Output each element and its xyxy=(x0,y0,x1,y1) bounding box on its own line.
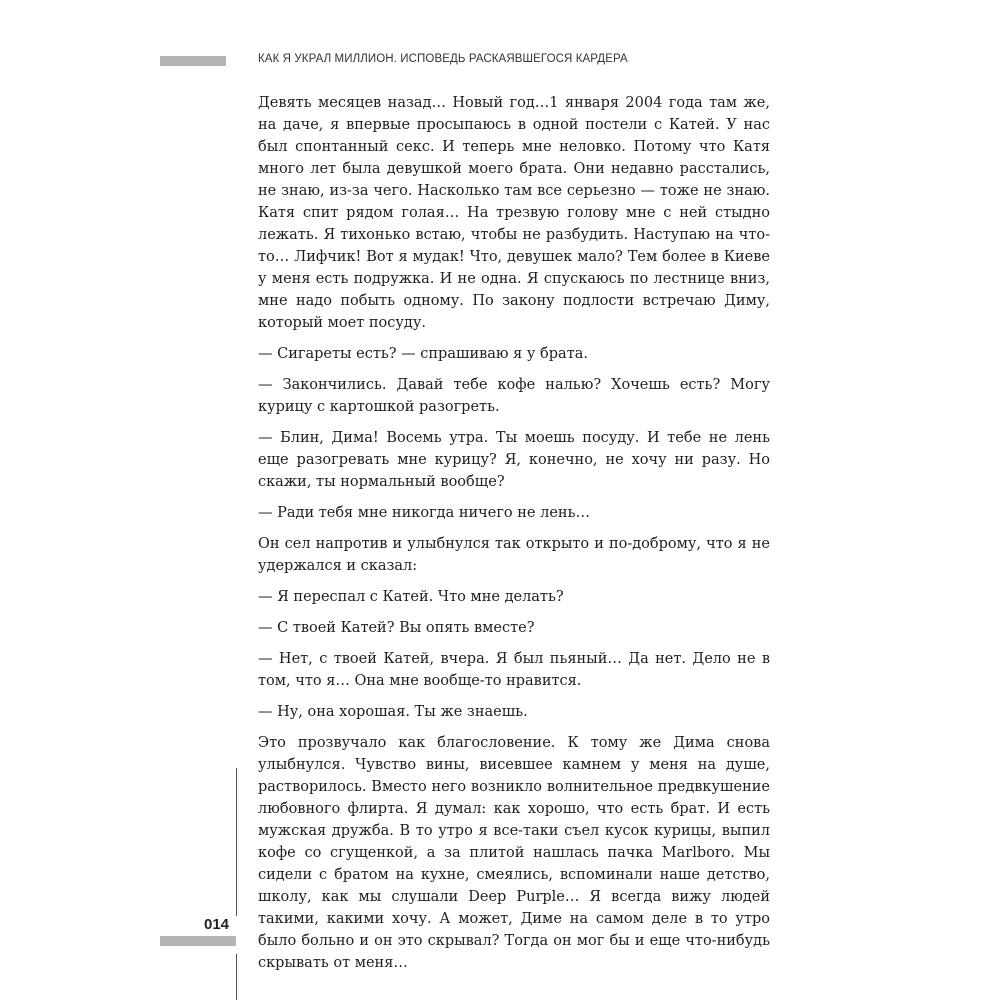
paragraph: Девять месяцев назад… Новый год…1 января 2004 года там же, на даче, я впервые просыпаюсь в одной постели с Катей. У нас был спонтанный секс. И теперь мне неловко. Потому что Катя много лет была девушкой моего брата. Они недавно расстались, не знаю, из-за чего. Насколько там все серьезно — тоже не знаю. Катя спит рядом голая… На трезвую голову мне с ней стыдно лежать. Я тихонько встаю, чтобы не разбудить. Наступаю на что-то… Лифчик! Вот я мудак! Что, девушек мало? Тем более в Киеве у меня есть подружка. И не одна. Я спускаюсь по лестнице вниз, мне надо побыть одному. По закону подлости встречаю Диму, который моет посуду. xyxy=(258,95,770,331)
running-title: КАК Я УКРАЛ МИЛЛИОН. ИСПОВЕДЬ РАСКАЯВШЕГОСЯ КАРДЕРА xyxy=(258,53,628,65)
paragraph: — Ну, она хорошая. Ты же знаешь. xyxy=(258,704,528,720)
paragraph: — Блин, Дима! Восемь утра. Ты моешь посуду. И тебе не лень еще разогревать мне курицу? Я, конечно, не хочу ни разу. Но скажи, ты нормальный вообще? xyxy=(258,430,770,490)
paragraph: — Нет, с твоей Катей, вчера. Я был пьяный… Да нет. Дело не в том, что я… Она мне вообще-то нравится. xyxy=(258,651,770,689)
page-number: 014 xyxy=(204,916,230,933)
paragraph: — Ради тебя мне никогда ничего не лень… xyxy=(258,505,590,521)
paragraph: — С твоей Катей? Вы опять вместе? xyxy=(258,620,535,636)
footer-decor-bar xyxy=(160,936,236,946)
margin-rule-lower xyxy=(236,954,237,1000)
paragraph: — Я переспал с Катей. Что мне делать? xyxy=(258,589,564,605)
header-decor-bar xyxy=(160,56,226,66)
margin-rule-upper xyxy=(236,768,237,916)
paragraph: Он сел напротив и улыбнулся так открыто и по-доброму, что я не удержался и сказал: xyxy=(258,536,770,574)
body-text xyxy=(258,92,770,983)
paragraph: — Сигареты есть? — спрашиваю я у брата. xyxy=(258,346,588,362)
paragraph: Это прозвучало как благословение. К тому же Дима снова улыбнулся. Чувство вины, висевшее камнем у меня на душе, растворилось. Вместо него возникло волнительное предвкушение любовного флирта. Я думал: как хорошо, что есть брат. И есть мужская дружба. В то утро я все-таки съел кусок курицы, выпил кофе со сгущенкой, а за плитой нашлась пачка Marlboro. Мы сидели с братом на кухне, смеялись, вспоминали наше детство, школу, как мы слушали Deep Purple… Я всегда вижу людей такими, какими хочу. А может, Диме на самом деле в то утро было больно и он это скрывал? Тогда он мог бы и еще что-нибудь скрывать от меня… xyxy=(258,735,770,971)
paragraph: — Закончились. Давай тебе кофе налью? Хочешь есть? Могу курицу с картошкой разогреть. xyxy=(258,377,770,415)
